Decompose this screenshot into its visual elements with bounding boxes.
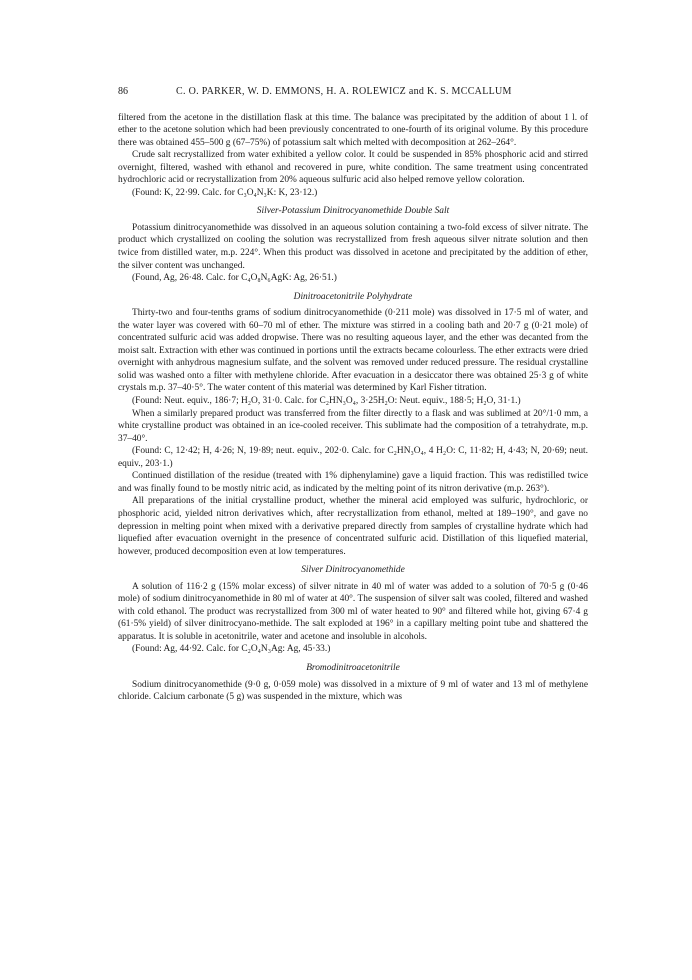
paragraph: A solution of 116·2 g (15% molar excess) of silver nitrate in 40 ml of water was added to a solution of 70·5 g (0·46 mole) of sodium dinitrocyanomethide in 80 ml of water at 40°. The suspension of silver salt was cooled, filtered and washed with cold ethanol. The product was recrystallized from 300 ml of water heated to 90° and filtered while hot, giving 67·4 g (61·5% yield) of silver dinitrocyano-methide. The salt exploded at 196° in a capillary melting point tube and shattered the apparatus. It is soluble in acetonitrile, water and acetone and insoluble in alcohols. [118, 581, 588, 642]
paragraph: (Found, Ag, 26·48. Calc. for C₄O₈N₆AgK: Ag, 26·51.) [132, 273, 337, 284]
paragraph: Potassium dinitrocyanomethide was dissolved in an aqueous solution containing a two-fold excess of silver nitrate. The product which crystallized on cooling the solution was recrystallized from fresh aqueous silver nitrate solution and then twice from distilled water, m.p. 224°. When this product was dissolved in acetone and precipitated by the addition of ether, the silver content was unchanged. [118, 222, 588, 271]
paragraph: Continued distillation of the residue (treated with 1% diphenylamine) gave a liquid fraction. This was redistilled twice and was finally found to be mostly nitric acid, as indicated by the melting point of its nitron derivative (m.p. 263°). [118, 471, 588, 494]
paragraph: Crude salt recrystallized from water exhibited a yellow color. It could be suspended in 85% phosphoric acid and stirred overnight, filtered, washed with ethanol and recovered in pure, white condition. The same treatment using concentrated hydrochloric acid or recrystallization from 20% aqueous sulfuric acid also helped remove yellow coloration. [118, 150, 588, 186]
paragraph: Thirty-two and four-tenths grams of sodium dinitrocyanomethide (0·211 mole) was dissolved in 17·5 ml of water, and the water layer was covered with 60–70 ml of ether. The mixture was stirred in a cooling bath and 20·7 g (0·21 mole) of concentrated sulfuric acid was added dropwise. There was no resulting aqueous layer, and the ether was decanted from the moist salt. Extraction with ether was continued in portions until the extracts became colourless. The ether extracts were dried overnight with anhydrous magnesium sulfate, and the solvent was removed under reduced pressure. The residual crystalline solid was washed onto a filter with methylene chloride. After evacuation in a desiccator there was obtained 25·3 g of white crystals m.p. 37–40·5°. The water content of this material was determined by Karl Fisher titration. [118, 308, 588, 394]
section-heading: Dinitroacetonitrile Polyhydrate [293, 291, 413, 302]
paragraph: filtered from the acetone in the distillation flask at this time. The balance was precipitated by the addition of about 1 l. of ether to the acetone solution which had been previously concentrated to one-fourth of its original volume. By this procedure there was obtained 455–500 g (67–75%) of potassium salt which melted with decomposition at 262–264°. [118, 112, 588, 148]
section-heading: Bromodinitroacetonitrile [306, 662, 400, 673]
paragraph: When a similarly prepared product was transferred from the filter directly to a flask and was sublimed at 20°/1·0 mm, a white crystalline product was obtained in an ice-cooled receiver. This sublimate had the composition of a tetrahydrate, m.p. 37–40°. [118, 408, 588, 444]
section-heading: Silver Dinitrocyanomethide [301, 565, 405, 576]
paragraph: (Found: Neut. equiv., 186·7; H₂O, 31·0. Calc. for C₂HN₃O₄, 3·25H₂O: Neut. equiv., 188·5; H₂O, 31·1.) [132, 396, 521, 407]
paragraph: All preparations of the initial crystalline product, whether the mineral acid employed was sulfuric, hydrochloric, or phosphoric acid, yielded nitron derivatives which, after recrystallization from ethanol, melted at 189–190°, and gave no depression in melting point when mixed with a derivative prepared directly from samples of crystalline hydrate which had liquefied after evacuation overnight in the presence of concentrated sulfuric acid. Distillation of this liquefied material, however, produced decomposition even at low temperatures. [118, 496, 588, 557]
page-header [118, 86, 588, 99]
paragraph: (Found: C, 12·42; H, 4·26; N, 19·89; neut. equiv., 202·0. Calc. for C₂HN₃O₄, 4 H₂O: C, 11·82; H, 4·43; N, 20·69; neut. equiv., 203·1.) [118, 446, 588, 469]
paragraph: (Found: Ag, 44·92. Calc. for C₂O₄N₃Ag: Ag, 45·33.) [132, 644, 331, 655]
page-number: 86 [118, 86, 128, 97]
paragraph: (Found: K, 22·99. Calc. for C₃O₄N₃K: K, 23·12.) [132, 187, 318, 198]
running-head-authors: C. O. PARKER, W. D. EMMONS, H. A. ROLEWICZ and K. S. MCCALLUM [176, 86, 512, 97]
paragraph: Sodium dinitrocyanomethide (9·0 g, 0·059 mole) was dissolved in a mixture of 9 ml of water and 13 ml of methylene chloride. Calcium carbonate (5 g) was suspended in the mixture, which was [118, 679, 588, 703]
journal-page [118, 86, 588, 704]
section-heading: Silver-Potassium Dinitrocyanomethide Double Salt [256, 206, 450, 217]
article-body [118, 112, 588, 704]
